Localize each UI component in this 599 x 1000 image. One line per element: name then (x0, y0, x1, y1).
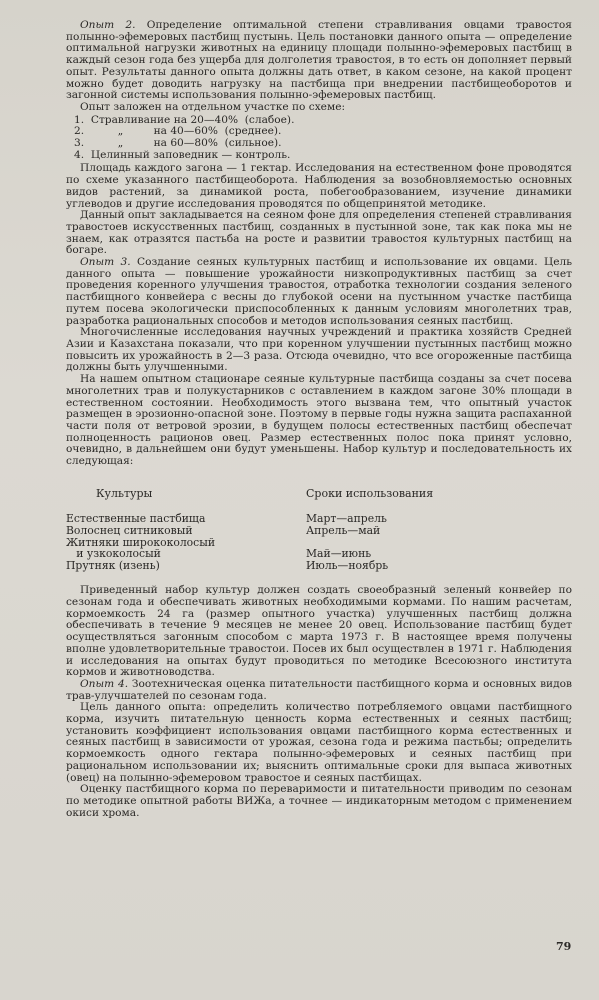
term-cell: Апрель—май (306, 523, 381, 537)
paragraph-experiment-3 (66, 257, 572, 327)
paragraph-sown-background: Данный опыт закладывается на сеяном фоне для определения степеней стравливания травостоев искусственных пастбищ, созданных в пустынной зоне, так как пока мы не знаем, как отразятся пастьба на росте и развитии травостоя культурных пастбищ на богаре. (66, 209, 572, 257)
paragraph-experiment-4 (66, 679, 572, 702)
paragraph-feed-evaluation: Оценку пастбищного корма по переваримости и питательности приводим по сезонам по методике опытной работы ВИЖа, а точнее — индикаторным методом с применением окиси хрома. (66, 783, 572, 819)
paragraph-experiment-2 (66, 20, 572, 102)
crop-cell: Естественные пастбища (66, 512, 206, 526)
experiment-4-text: Зоотехническая оценка питательности пастбищного корма и основных видов трав-улучшателей по сезонам года. (66, 677, 572, 702)
experiment-3-heading: Опыт 3. (80, 256, 131, 269)
terms-column (306, 488, 566, 572)
paragraph-scheme-intro: Опыт заложен на отдельном участке по схеме: (80, 100, 346, 113)
experiment-2-text: Определение оптимальной степени стравливания овцами травостоя полынно-эфемеровых пастбищ пустынь. Цель постановки данного опыта — определение оптимальной нагрузки животных на единицу площади полынно-эфемеровых пастбищ в каждый сезон года без ущерба для долголетия травостоя, в то есть он дополняет первый опыт. Результаты данного опыта должны дать ответ, в каком сезоне, на какой процент можно будет доводить нагрузку на пастбища при внедрении пастбищеоборотов и загонной системы использования полынно-эфемеровых пастбищ. (66, 19, 572, 102)
term-cell: Июль—ноябрь (306, 558, 389, 572)
crops-table (66, 488, 572, 572)
crop-cell: Прутняк (изень) (66, 558, 160, 572)
term-cell: Май—июнь (306, 547, 372, 561)
crop-cell: Житняки ширококолосый (66, 535, 216, 549)
scheme-item: 1. Стравливание на 20—40% (слабое). (74, 113, 295, 126)
paragraph-experiment-goal: Цель данного опыта: определить количество потребляемого овцами пастбищного корма, изучить питательную ценность корма естественных и сеяных пастбищ; установить коэффициент использования овцами пастбищного корма естественных и сеяных пастбищ в зависимости от урожая, сезона года и режима пастьбы; определить кормоемкость одного гектара полынно-эфемеровых и сеяных пастбищ при рациональном использовании их; выяснить оптимальные сроки для выпаса животных (овец) на полынно-эфемеровом травостое и сеяных пастбищах. (66, 701, 572, 784)
scheme-list (66, 115, 572, 162)
page-number: 79 (556, 940, 572, 953)
page-body (66, 20, 572, 819)
terms-header: Сроки использования (306, 486, 434, 500)
paragraph-station: На нашем опытном стационаре сеяные культурные пастбища созданы за счет посева многолетних трав и полукустарников с оставлением в каждом загоне 30% площади в естественном состоянии. Необходимость этого вызвана тем, что опытный участок размещен в эрозионно-опасной зоне. Поэтому в первые годы нужна защита распаханной части поля от ветровой эрозии, в будущем полосы естественных пастбищ обеспечат полноценность рационов овец. Размер естественных полос пока принят условно, очевидно, в дальнейшем они будут уменьшены. Набор культур и последовательность их следующая: (66, 373, 572, 468)
paragraph-green-conveyor: Приведенный набор культур должен создать своеобразный зеленый конвейер по сезонам года и обеспечивать животных необходимыми кормами. По нашим расчетам, кормоемкость 24 га (размер опытного участка) улучшенных пастбищ должна обеспечивать в течение 9 месяцев не менее 20 овец. Использование пастбищ будет осуществляться загонным способом с марта 1973 г. В настоящее время получены вполне удовлетворительные травостои. Посев их был осуществлен в 1971 г. Наблюдения и исследования на опытах будут проводиться по методике Всесоюзного института кормов и животноводства. (66, 584, 572, 679)
scheme-item: 2. „ на 40—60% (среднее). (74, 125, 282, 138)
term-cell: Март—апрель (306, 512, 387, 526)
crops-header: Культуры (96, 486, 153, 500)
experiment-3-text: Создание сеяных культурных пастбищ и использование их овцами. Цель данного опыта — повышение урожайности низкопродуктивных пастбищ за счет проведения коренного улучшения травостоя, отработка технологии создания зеленого пастбищного конвейера с весны до глубокой осени на пустынном участке пастбища путем посева экологически приспособленных к данным условиям многолетних трав, разработка рациональных способов и методов использования сеяных пастбищ. (66, 256, 572, 327)
paragraph-research-results: Многочисленные исследования научных учреждений и практика хозяйств Средней Азии и Казахстана показали, что при коренном улучшении пустынных пастбищ можно повысить их урожайность в 2—3 раза. Отсюда очевидно, что все огороженные пастбища должны быть улучшенными. (66, 326, 572, 374)
experiment-2-heading: Опыт 2. (80, 19, 136, 31)
crop-cell: Волоснец ситниковый (66, 523, 193, 537)
scheme-item: 3. „ на 60—80% (сильное). (74, 137, 282, 150)
paragraph-plot-area: Площадь каждого загона — 1 гектар. Исследования на естественном фоне проводятся по схеме указанного пастбищеоборота. Наблюдения за возобновляемостью основных видов растений, за динамикой роста, побегообразованием, изучение динамики углеводов и другие исследования проводятся по общепринятой методике. (66, 162, 572, 210)
scheme-item: 4. Целинный заповедник — контроль. (74, 148, 291, 161)
experiment-4-heading: Опыт 4. (80, 677, 129, 690)
crops-column (66, 488, 306, 572)
crop-cell: и узкоколосый (66, 547, 161, 561)
